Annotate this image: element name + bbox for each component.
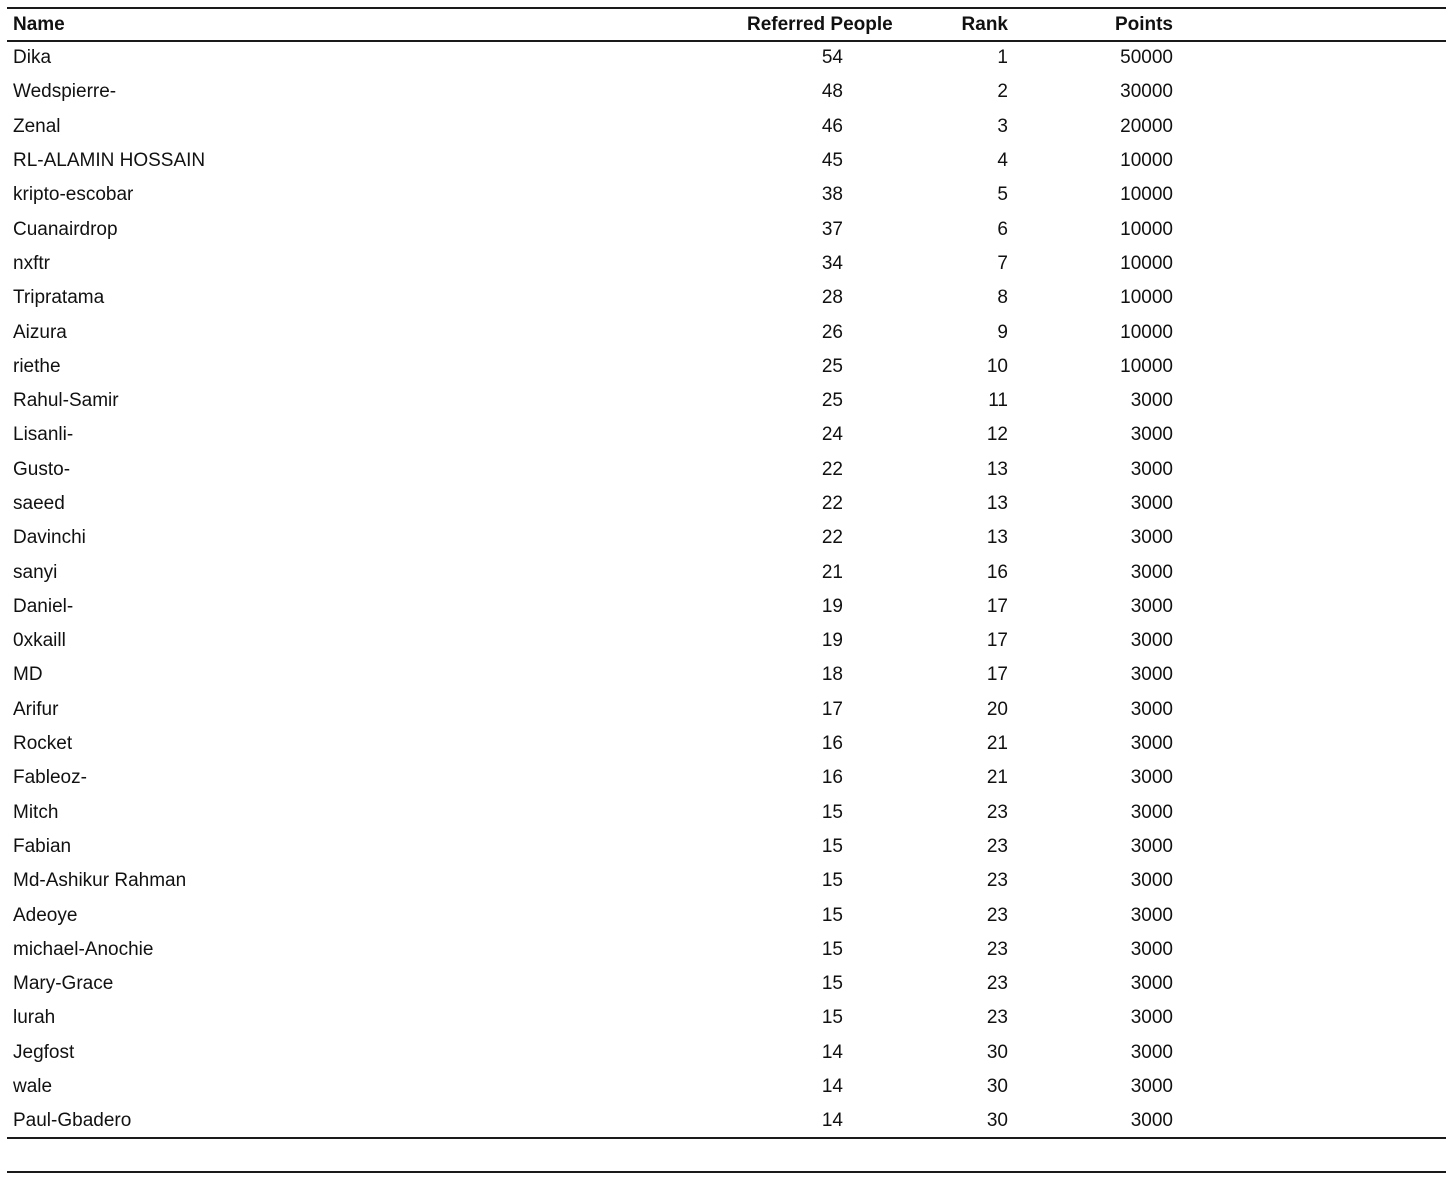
cell-referred-people: 15 <box>821 870 843 892</box>
cell-points: 10000 <box>1120 184 1173 206</box>
cell-name: nxftr <box>13 252 50 274</box>
cell-spacer <box>1173 350 1446 384</box>
cell-points: 10000 <box>1120 218 1173 240</box>
cell-spacer <box>1173 315 1446 349</box>
cell-rank: 3 <box>997 115 1008 137</box>
cell-points: 3000 <box>1130 1041 1173 1063</box>
cell-rank: 17 <box>986 630 1008 652</box>
table-row <box>7 658 1446 692</box>
cell-referred-people: 26 <box>821 321 843 343</box>
cell-spacer <box>1173 967 1446 1001</box>
cell-spacer <box>1173 144 1446 178</box>
cell-points: 3000 <box>1130 973 1173 995</box>
table-row <box>7 41 1446 75</box>
cell-name: Fableoz- <box>13 767 87 789</box>
cell-points: 3000 <box>1130 733 1173 755</box>
cell-rank: 30 <box>986 1041 1008 1063</box>
cell-referred-people: 24 <box>821 424 843 446</box>
cell-rank: 5 <box>997 184 1008 206</box>
cell-spacer <box>1173 1036 1446 1070</box>
cell-spacer <box>1173 864 1446 898</box>
cell-name: Fabian <box>13 835 72 857</box>
cell-points: 3000 <box>1130 938 1173 960</box>
cell-referred-people: 17 <box>821 698 843 720</box>
cell-points: 3000 <box>1130 390 1173 412</box>
table-row <box>7 1070 1446 1104</box>
cell-referred-people: 14 <box>821 1041 843 1063</box>
cell-referred-people: 22 <box>821 458 843 480</box>
cell-referred-people: 22 <box>821 493 843 514</box>
cell-points: 3000 <box>1130 493 1173 514</box>
table-row <box>7 315 1446 349</box>
cell-name: Zenal <box>13 115 61 137</box>
table-row <box>7 521 1446 555</box>
cell-name: Mary-Grace <box>13 973 114 995</box>
table-header-row <box>7 9 1446 41</box>
cell-points: 3000 <box>1130 870 1173 892</box>
cell-points: 3000 <box>1130 904 1173 926</box>
cell-name: lurah <box>13 1007 56 1029</box>
cell-rank: 21 <box>986 767 1008 789</box>
cell-rank: 20 <box>986 698 1008 720</box>
cell-spacer <box>1173 1001 1446 1035</box>
cell-rank: 13 <box>986 527 1008 549</box>
table-row <box>7 75 1446 109</box>
cell-rank: 8 <box>997 287 1008 309</box>
table-row <box>7 555 1446 589</box>
cell-rank: 11 <box>988 390 1008 412</box>
cell-referred-people: 16 <box>821 767 843 789</box>
table-row <box>7 144 1446 178</box>
cell-rank: 23 <box>986 801 1008 823</box>
table-row <box>7 727 1446 761</box>
cell-points: 10000 <box>1120 252 1173 274</box>
cell-referred-people: 38 <box>821 184 843 206</box>
table-row <box>7 624 1446 658</box>
cell-name: saeed <box>13 493 65 514</box>
cell-spacer <box>1173 693 1446 727</box>
table-row <box>7 247 1446 281</box>
cell-points: 3000 <box>1130 1007 1173 1029</box>
cell-rank: 12 <box>986 424 1008 446</box>
cell-name: MD <box>13 664 43 686</box>
cell-spacer <box>1173 1104 1446 1138</box>
footer-rule <box>7 1171 1446 1173</box>
cell-spacer <box>1173 761 1446 795</box>
cell-points: 3000 <box>1130 561 1173 583</box>
cell-name: Mitch <box>13 801 59 823</box>
table-row <box>7 693 1446 727</box>
cell-points: 10000 <box>1120 150 1173 172</box>
column-header-referred-people: Referred People <box>747 14 893 35</box>
cell-spacer <box>1173 212 1446 246</box>
column-header-rank: Rank <box>961 14 1008 35</box>
table-row <box>7 1036 1446 1070</box>
cell-name: wale <box>13 1076 53 1098</box>
cell-rank: 23 <box>986 835 1008 857</box>
table-row <box>7 281 1446 315</box>
cell-spacer <box>1173 487 1446 521</box>
cell-rank: 17 <box>986 595 1008 617</box>
cell-points: 3000 <box>1130 698 1173 720</box>
cell-referred-people: 16 <box>821 733 843 755</box>
table-row <box>7 1001 1446 1035</box>
table-row <box>7 487 1446 521</box>
table-row <box>7 590 1446 624</box>
cell-name: Rocket <box>13 733 73 755</box>
cell-points: 3000 <box>1130 595 1173 617</box>
cell-spacer <box>1173 384 1446 418</box>
cell-rank: 23 <box>986 870 1008 892</box>
cell-referred-people: 15 <box>821 938 843 960</box>
cell-name: Aizura <box>13 321 67 343</box>
table-row <box>7 967 1446 1001</box>
cell-referred-people: 28 <box>821 287 843 309</box>
cell-rank: 4 <box>997 150 1008 172</box>
column-header-points: Points <box>1114 14 1173 35</box>
cell-points: 3000 <box>1130 835 1173 857</box>
cell-points: 3000 <box>1130 1076 1173 1098</box>
cell-spacer <box>1173 110 1446 144</box>
cell-name: michael-Anochie <box>13 938 154 960</box>
cell-spacer <box>1173 281 1446 315</box>
cell-referred-people: 25 <box>821 355 843 377</box>
table-row <box>7 933 1446 967</box>
cell-name: Paul-Gbadero <box>13 1110 132 1132</box>
cell-rank: 1 <box>997 47 1008 69</box>
cell-name: Arifur <box>13 698 59 720</box>
column-header-name: Name <box>13 14 65 35</box>
cell-referred-people: 45 <box>821 150 843 172</box>
cell-rank: 23 <box>986 938 1008 960</box>
cell-referred-people: 15 <box>821 835 843 857</box>
cell-spacer <box>1173 796 1446 830</box>
cell-name: Dika <box>13 47 52 69</box>
cell-spacer <box>1173 521 1446 555</box>
cell-spacer <box>1173 898 1446 932</box>
cell-referred-people: 22 <box>821 527 843 549</box>
cell-referred-people: 46 <box>821 115 843 137</box>
table-row <box>7 110 1446 144</box>
cell-points: 3000 <box>1130 801 1173 823</box>
leaderboard-table <box>7 9 1446 1139</box>
cell-spacer <box>1173 830 1446 864</box>
cell-referred-people: 48 <box>821 81 843 103</box>
cell-spacer <box>1173 453 1446 487</box>
cell-name: Daniel- <box>13 595 74 617</box>
table-row <box>7 1104 1446 1138</box>
table-row <box>7 898 1446 932</box>
cell-referred-people: 15 <box>821 801 843 823</box>
cell-spacer <box>1173 658 1446 692</box>
cell-points: 10000 <box>1120 287 1173 309</box>
cell-referred-people: 25 <box>821 390 843 412</box>
cell-referred-people: 15 <box>821 973 843 995</box>
cell-points: 3000 <box>1130 527 1173 549</box>
table-row <box>7 350 1446 384</box>
cell-referred-people: 15 <box>821 904 843 926</box>
cell-points: 20000 <box>1120 115 1173 137</box>
cell-name: Lisanli- <box>13 424 74 446</box>
cell-spacer <box>1173 178 1446 212</box>
cell-rank: 6 <box>997 218 1008 240</box>
cell-spacer <box>1173 624 1446 658</box>
cell-referred-people: 14 <box>821 1076 843 1098</box>
cell-referred-people: 21 <box>821 561 843 583</box>
cell-name: Md-Ashikur Rahman <box>13 870 187 892</box>
cell-points: 10000 <box>1120 355 1173 377</box>
cell-name: 0xkaill <box>13 630 66 652</box>
cell-points: 3000 <box>1130 630 1173 652</box>
cell-points: 3000 <box>1130 458 1173 480</box>
cell-name: Cuanairdrop <box>13 218 118 240</box>
cell-spacer <box>1173 41 1446 75</box>
table-body <box>7 41 1446 1139</box>
cell-name: Gusto- <box>13 458 71 480</box>
cell-rank: 21 <box>986 733 1008 755</box>
cell-rank: 2 <box>997 81 1008 103</box>
cell-rank: 23 <box>986 973 1008 995</box>
cell-name: Tripratama <box>13 287 105 309</box>
cell-referred-people: 15 <box>821 1007 843 1029</box>
cell-referred-people: 19 <box>821 630 843 652</box>
cell-spacer <box>1173 247 1446 281</box>
cell-name: Davinchi <box>13 527 86 549</box>
cell-spacer <box>1173 1070 1446 1104</box>
table-row <box>7 830 1446 864</box>
table-row <box>7 418 1446 452</box>
cell-spacer <box>1173 727 1446 761</box>
cell-name: riethe <box>13 355 61 377</box>
cell-name: kripto-escobar <box>13 184 134 206</box>
cell-rank: 16 <box>986 561 1008 583</box>
cell-rank: 17 <box>986 664 1008 686</box>
cell-spacer <box>1173 555 1446 589</box>
table-row <box>7 212 1446 246</box>
cell-points: 10000 <box>1120 321 1173 343</box>
cell-rank: 13 <box>986 458 1008 480</box>
cell-spacer <box>1173 590 1446 624</box>
cell-referred-people: 54 <box>821 47 843 69</box>
cell-name: Wedspierre- <box>13 81 117 103</box>
column-spacer <box>1173 9 1446 41</box>
cell-spacer <box>1173 933 1446 967</box>
table-row <box>7 761 1446 795</box>
table-row <box>7 796 1446 830</box>
cell-points: 3000 <box>1130 664 1173 686</box>
table-row <box>7 453 1446 487</box>
cell-points: 3000 <box>1130 767 1173 789</box>
cell-rank: 13 <box>986 493 1008 514</box>
cell-points: 30000 <box>1120 81 1173 103</box>
cell-points: 3000 <box>1130 424 1173 446</box>
cell-rank: 30 <box>986 1076 1008 1098</box>
cell-referred-people: 37 <box>821 218 843 240</box>
cell-referred-people: 19 <box>821 595 843 617</box>
cell-name: Rahul-Samir <box>13 390 119 412</box>
cell-spacer <box>1173 75 1446 109</box>
table-row <box>7 864 1446 898</box>
cell-name: Jegfost <box>13 1041 75 1063</box>
cell-points: 3000 <box>1130 1110 1173 1132</box>
cell-name: Adeoye <box>13 904 78 926</box>
cell-rank: 23 <box>986 1007 1008 1029</box>
cell-referred-people: 18 <box>821 664 843 686</box>
table-row <box>7 178 1446 212</box>
cell-rank: 7 <box>997 252 1008 274</box>
table-row <box>7 384 1446 418</box>
cell-referred-people: 34 <box>821 252 843 274</box>
cell-points: 50000 <box>1120 47 1173 69</box>
cell-rank: 30 <box>986 1110 1008 1132</box>
cell-rank: 10 <box>986 355 1008 377</box>
cell-name: sanyi <box>13 561 58 583</box>
cell-spacer <box>1173 418 1446 452</box>
cell-referred-people: 14 <box>821 1110 843 1132</box>
cell-rank: 23 <box>986 904 1008 926</box>
cell-rank: 9 <box>997 321 1008 343</box>
cell-name: RL-ALAMIN HOSSAIN <box>13 150 206 172</box>
